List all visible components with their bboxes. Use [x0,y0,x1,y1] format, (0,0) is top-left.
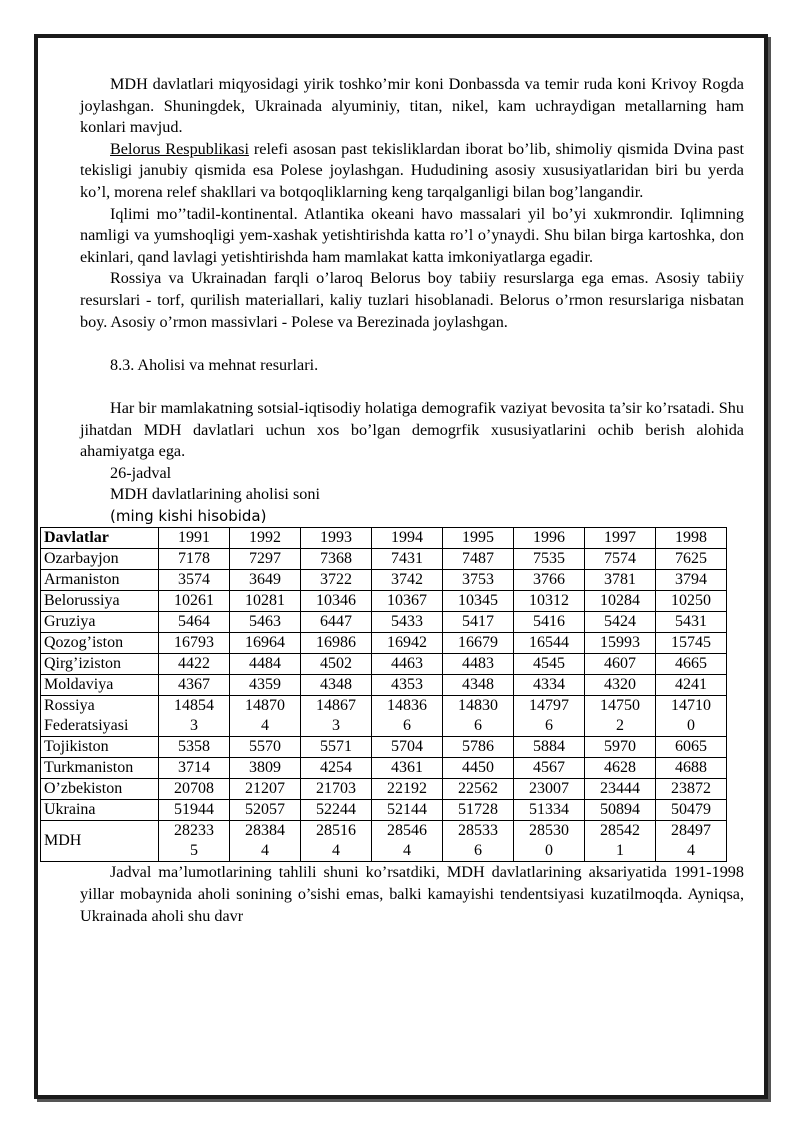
value-cell: 15745 [656,633,727,654]
table-row [41,758,727,779]
value-cell: 4320 [585,675,656,696]
country-name-cell: Moldaviya [41,675,159,696]
value-cell: 3809 [230,758,301,779]
value-cell: 4422 [159,654,230,675]
country-name-cell: O’zbekiston [41,779,159,800]
table-row [41,591,727,612]
value-line: 14710 [671,697,711,715]
header-cell: Davlatlar [41,528,159,549]
country-name-cell: Turkmaniston [41,758,159,779]
value-cell: 4567 [514,758,585,779]
country-name-cell: Gruziya [41,612,159,633]
table-row [41,800,727,821]
value-cell: 22192 [372,779,443,800]
header-cell: 1998 [656,528,727,549]
value-cell: 3794 [656,570,727,591]
table-body [41,528,727,862]
value-line: 14750 [600,697,640,715]
value-cell: 5970 [585,737,656,758]
value-line: 28516 [316,822,356,840]
value-line: 2 [616,717,624,735]
value-cell: 23872 [656,779,727,800]
country-name-line: Federatsiyasi [44,717,129,735]
value-cell: 10346 [301,591,372,612]
value-cell [159,696,230,737]
value-cell [443,821,514,862]
country-name-line: Rossiya [44,697,95,715]
value-cell: 5433 [372,612,443,633]
value-cell: 21207 [230,779,301,800]
table-row [41,570,727,591]
paragraph-donbass: MDH davlatlari miqyosidagi yirik toshko’mir koni Donbassda va temir ruda koni Krivoy Rogda joylashgan. Shuningdek, Ukrainada alyuminiy, titan, nikel, kam uchraydigan metallarning ham konlari mavjud. [80,75,744,137]
value-cell: 5463 [230,612,301,633]
value-cell: 4241 [656,675,727,696]
value-line: 14836 [387,697,427,715]
value-line: 3 [332,717,340,735]
value-cell [656,696,727,737]
value-cell: 52057 [230,800,301,821]
value-cell: 4665 [656,654,727,675]
value-line: 28497 [671,822,711,840]
value-cell [514,821,585,862]
paragraph-intro: Har bir mamlakatning sotsial-iqtisodiy holatiga demografik vaziyat bevosita ta’sir ko’rsatadi. Shu jihatdan MDH davlatlari uchun xos bo’lgan demogrfik xususiyatlarini ochib berish alohida ahamiyatga ega. [80,398,744,461]
value-cell: 7178 [159,549,230,570]
paragraph-resources: Rossiya va Ukrainadan farqli o’laroq Belorus boy tabiiy resurslarga ega emas. Asosiy tabiiy resurslari - torf, qurilish materiallari, kaliy tuzlari hisoblanadi. Belorus o’rmon resurslariga nisbatan boy. Asosiy o’rmon massivlari - Polese va Berezinada joylashgan. [80,269,744,331]
value-line: 14854 [174,697,214,715]
value-line: 1 [616,842,624,860]
value-cell [159,821,230,862]
value-cell: 3753 [443,570,514,591]
value-cell: 16544 [514,633,585,654]
value-cell: 10261 [159,591,230,612]
value-cell: 4628 [585,758,656,779]
belarus-text: relefi asosan past tekisliklardan iborat bo’lib, shimoliy qismida Dvina past tekisligi janubiy qismida esa Polese joylashgan. Hududining asosiy xususiyatlaridan biri bu yerda ko’l, morena relef shakllari va botqoqliklarning keng tarqalganligi bilan bog’langandir. [80,139,744,201]
table-number: 26-jadval [110,463,172,482]
value-cell: 20708 [159,779,230,800]
value-cell: 4367 [159,675,230,696]
value-cell: 6065 [656,737,727,758]
population-table [40,527,727,862]
value-cell: 4353 [372,675,443,696]
value-cell: 22562 [443,779,514,800]
value-cell: 5417 [443,612,514,633]
header-cell: 1992 [230,528,301,549]
value-cell: 5786 [443,737,514,758]
value-cell [230,821,301,862]
value-cell: 3714 [159,758,230,779]
country-name-cell: Qozog’iston [41,633,159,654]
value-cell: 21703 [301,779,372,800]
table-title: MDH davlatlarining aholisi soni [110,485,320,504]
value-line: 14830 [458,697,498,715]
paragraph-climate: Iqlimi mo’’tadil-kontinental. Atlantika okeani havo massalari yil bo’yi xukmrondir. Iqlimning namligi va yumshoqligi yem-xashak yetishtirishda katta ro’l o’ynaydi. Shu bilan birga kartoshka, don ekinlari, qand lavlagi yetishtirishda ham mamlakat katta imkoniyatlarga egadir. [80,204,744,266]
value-line: 4 [261,717,269,735]
value-cell: 16793 [159,633,230,654]
value-cell [372,821,443,862]
value-cell: 10312 [514,591,585,612]
value-cell: 15993 [585,633,656,654]
value-cell: 4688 [656,758,727,779]
header-cell: 1995 [443,528,514,549]
value-cell: 4361 [372,758,443,779]
value-line: 14867 [316,697,356,715]
value-line: 6 [474,842,482,860]
country-name-cell [41,696,159,737]
value-cell: 52244 [301,800,372,821]
table-row [41,821,727,862]
value-cell: 3574 [159,570,230,591]
value-cell: 6447 [301,612,372,633]
value-cell: 10345 [443,591,514,612]
table-row [41,612,727,633]
value-line: 4 [687,842,695,860]
header-cell: 1997 [585,528,656,549]
value-cell [656,821,727,862]
value-cell: 7625 [656,549,727,570]
value-cell: 52144 [372,800,443,821]
country-name-cell: Belorussiya [41,591,159,612]
header-cell: 1994 [372,528,443,549]
value-cell: 5431 [656,612,727,633]
value-line: 28542 [600,822,640,840]
document-body [44,74,744,927]
value-line: 5 [190,842,198,860]
value-cell: 5884 [514,737,585,758]
table-row [41,654,727,675]
table-header-row [41,528,727,549]
value-line: 28546 [387,822,427,840]
value-line: 28530 [529,822,569,840]
value-cell: 4254 [301,758,372,779]
value-line: 28384 [245,822,285,840]
value-line: 28233 [174,822,214,840]
country-name-cell: Ozarbayjon [41,549,159,570]
value-cell: 4359 [230,675,301,696]
value-cell: 51944 [159,800,230,821]
value-line: 4 [261,842,269,860]
header-cell: 1991 [159,528,230,549]
value-line: 0 [545,842,553,860]
value-cell: 51728 [443,800,514,821]
value-line: 6 [545,717,553,735]
table-row [41,696,727,737]
value-cell: 23007 [514,779,585,800]
value-cell: 23444 [585,779,656,800]
header-cell: 1996 [514,528,585,549]
value-cell: 10367 [372,591,443,612]
value-cell: 4450 [443,758,514,779]
value-cell: 51334 [514,800,585,821]
value-cell: 50479 [656,800,727,821]
value-cell: 5704 [372,737,443,758]
table-row [41,737,727,758]
value-cell [230,696,301,737]
value-cell: 16964 [230,633,301,654]
section-title: 8.3. Aholisi va mehnat resurlari. [110,355,319,374]
value-cell: 16679 [443,633,514,654]
header-cell: 1993 [301,528,372,549]
value-cell: 4607 [585,654,656,675]
value-cell: 4484 [230,654,301,675]
value-cell: 7368 [301,549,372,570]
value-cell: 16942 [372,633,443,654]
value-cell [443,696,514,737]
table-row [41,633,727,654]
paragraph-analysis: Jadval ma’lumotlarining tahlili shuni ko’rsatdiki, MDH davlatlarining aksariyatida 1991-1998 yillar mobaynida aholi sonining o’sishi emas, balki kamayishi tendentsiyasi kuzatilmoqda. Ayniqsa, Ukrainada aholi shu davr [80,863,744,925]
country-name-cell: Armaniston [41,570,159,591]
value-cell: 3766 [514,570,585,591]
value-cell: 7487 [443,549,514,570]
value-cell: 5464 [159,612,230,633]
country-name-cell: MDH [41,821,159,862]
value-cell: 50894 [585,800,656,821]
value-cell: 5358 [159,737,230,758]
value-cell: 16986 [301,633,372,654]
table-row [41,779,727,800]
value-cell: 5571 [301,737,372,758]
value-line: 14797 [529,697,569,715]
value-line: 0 [687,717,695,735]
value-cell [585,696,656,737]
value-line: 14870 [245,697,285,715]
value-line: 4 [332,842,340,860]
value-cell [514,696,585,737]
value-cell [301,821,372,862]
value-cell: 5570 [230,737,301,758]
value-line: 28533 [458,822,498,840]
value-cell [585,821,656,862]
belarus-heading: Belorus Respublikasi [110,139,249,158]
value-cell: 4483 [443,654,514,675]
value-line: 6 [403,717,411,735]
value-cell: 4348 [443,675,514,696]
value-cell [372,696,443,737]
table-row [41,675,727,696]
value-cell: 5424 [585,612,656,633]
value-cell: 4502 [301,654,372,675]
value-cell: 7574 [585,549,656,570]
value-cell: 3781 [585,570,656,591]
value-cell: 10284 [585,591,656,612]
value-cell: 7535 [514,549,585,570]
table-unit: (ming kishi hisobida) [110,506,267,525]
paragraph-belarus [80,139,744,204]
value-cell: 5416 [514,612,585,633]
value-line: 3 [190,717,198,735]
value-line: 4 [403,842,411,860]
value-cell: 4463 [372,654,443,675]
value-cell: 10250 [656,591,727,612]
value-cell: 4348 [301,675,372,696]
value-cell: 4334 [514,675,585,696]
value-cell: 7297 [230,549,301,570]
value-cell: 4545 [514,654,585,675]
value-cell [301,696,372,737]
value-cell: 3649 [230,570,301,591]
value-cell: 7431 [372,549,443,570]
country-name-cell: Ukraina [41,800,159,821]
table-row [41,549,727,570]
country-name-cell: Qirg’iziston [41,654,159,675]
value-line: 6 [474,717,482,735]
country-name-cell: Tojikiston [41,737,159,758]
value-cell: 10281 [230,591,301,612]
value-cell: 3742 [372,570,443,591]
value-cell: 3722 [301,570,372,591]
